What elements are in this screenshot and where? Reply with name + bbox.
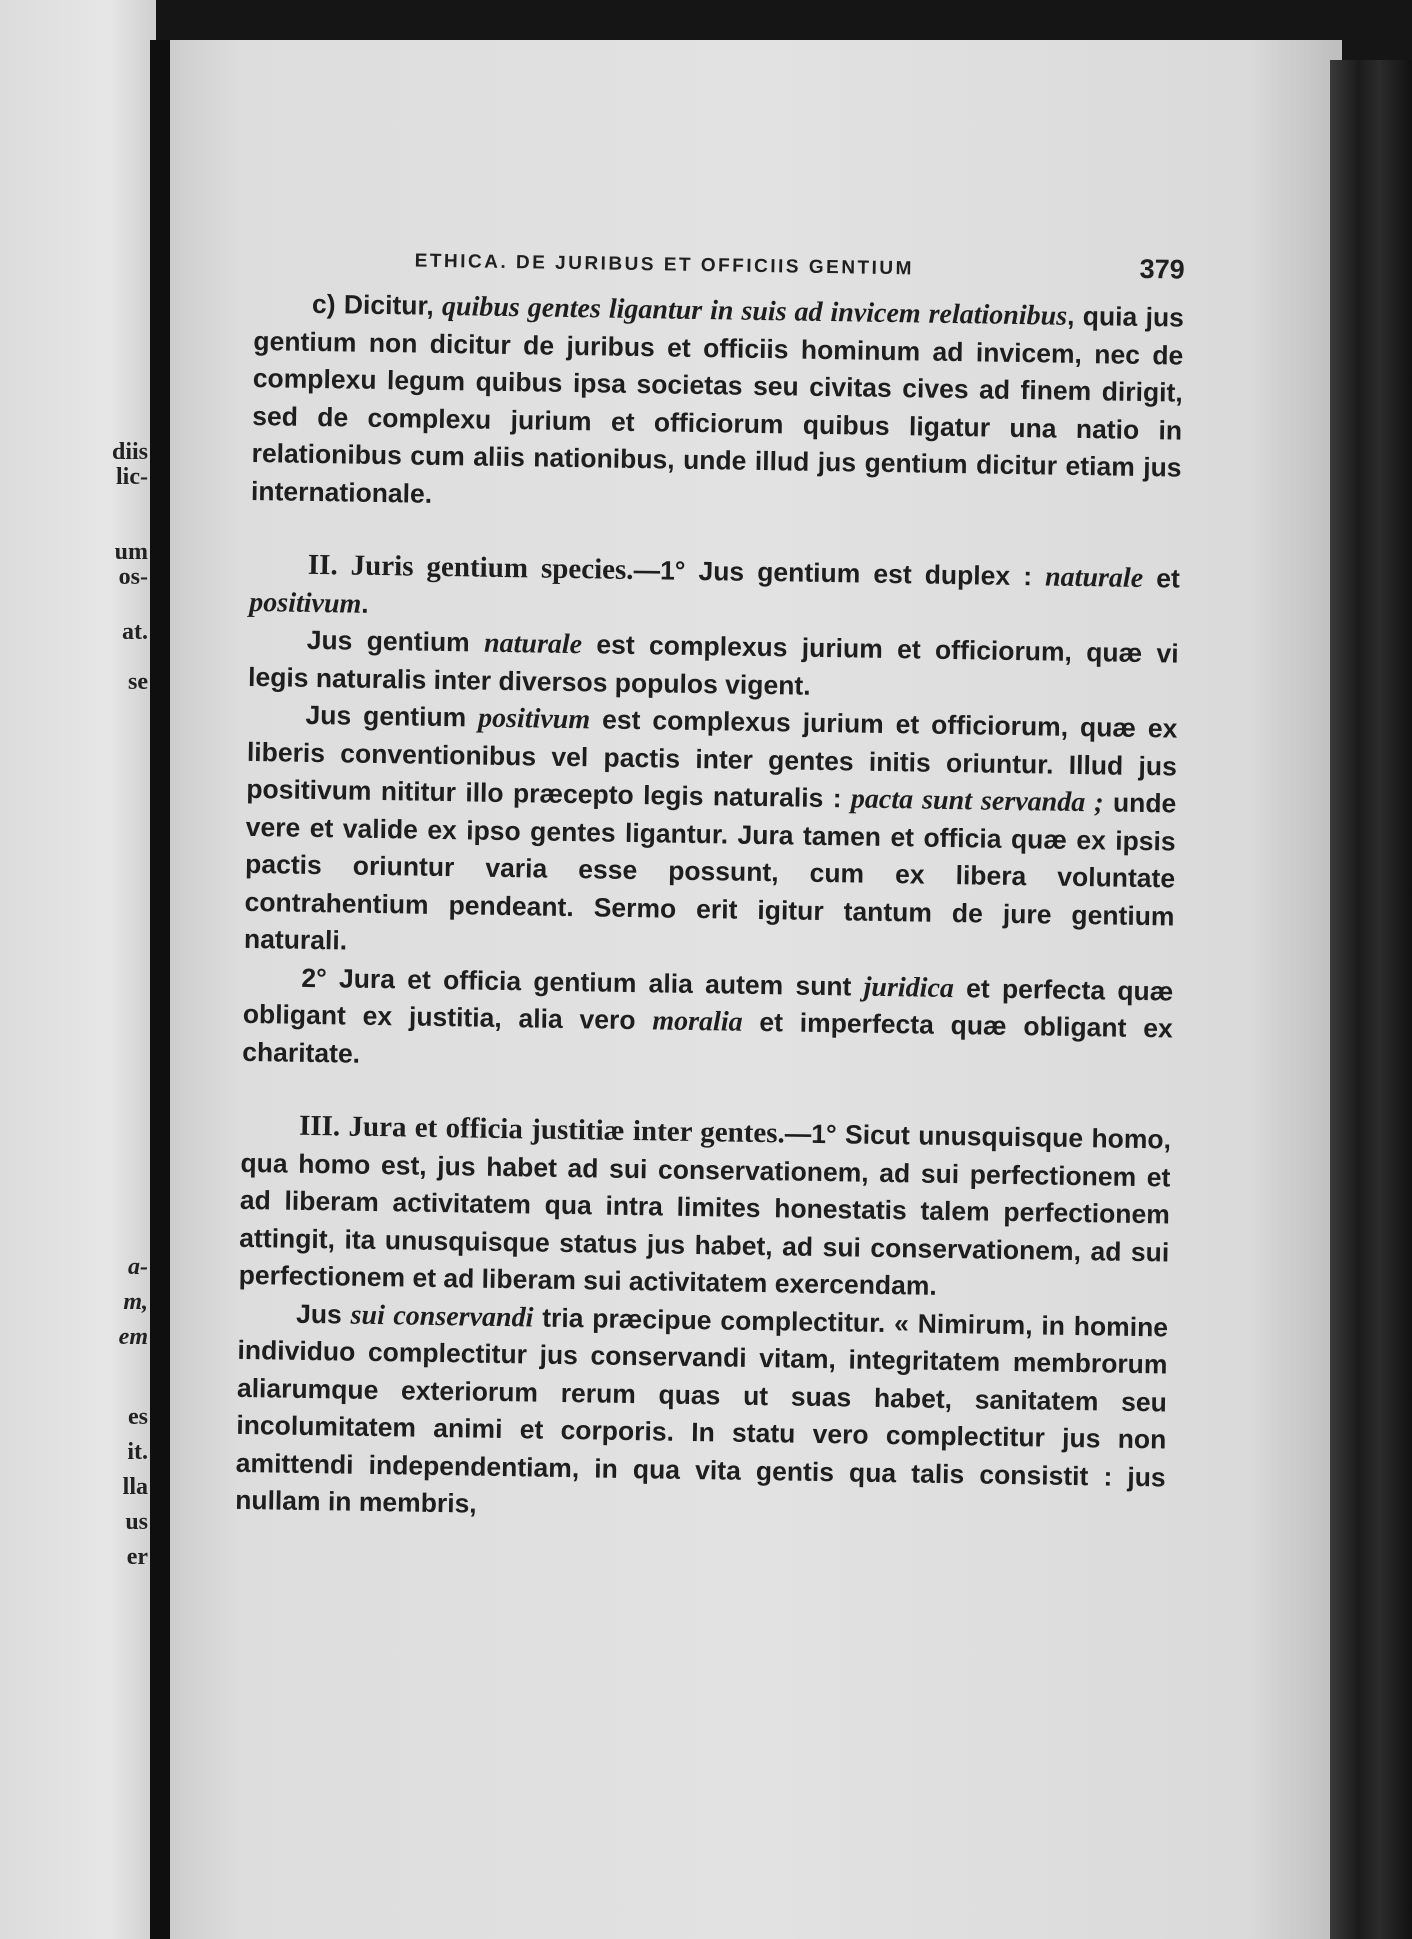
- paragraph-positivum-italic-1: positivum: [477, 702, 591, 736]
- paragraph-c: [251, 285, 1184, 525]
- paragraph-c-lead: c) Dicitur,: [311, 288, 443, 321]
- facing-page-fragment: at.: [122, 619, 148, 645]
- facing-page-fragment: diis: [111, 439, 148, 465]
- page-stack-edge: [1330, 60, 1412, 1939]
- facing-page: [0, 0, 156, 1939]
- facing-page-fragment: os-: [118, 564, 148, 590]
- paragraph-naturale-b: est complexus jurium et officiorum, quæ vi legis naturalis inter diversos populos vigent.: [247, 629, 1179, 701]
- facing-page-fragment: es: [128, 1404, 148, 1430]
- facing-page-fragment: us: [125, 1509, 148, 1535]
- section-3-heading: III. Jura et officia justitiæ inter gentes.: [298, 1109, 786, 1150]
- facing-page-fragment: lic-: [116, 464, 148, 490]
- section-2-conjunction: et: [1142, 562, 1181, 594]
- section-2-term-naturale: naturale: [1044, 561, 1144, 594]
- section-2-end: .: [361, 588, 369, 619]
- facing-page-fragment: m,: [123, 1289, 148, 1315]
- paragraph-positivum-a: Jus gentium: [305, 699, 479, 733]
- section-2-intro: —1° Jus gentium est duplex :: [633, 554, 1046, 592]
- paragraph-2-a: 2° Jura et officia gentium alia autem sunt: [301, 962, 864, 1002]
- facing-page-fragment: it.: [127, 1439, 148, 1465]
- paragraph-sui-conservandi: [235, 1294, 1168, 1534]
- page-number: 379: [1139, 253, 1185, 285]
- paragraph-2: [242, 958, 1174, 1085]
- paragraph-positivum-c: unde vere et valide ex ipso gentes ligantur. Jura tamen et officia quæ ex ipsis pactis oriuntur varia esse possunt, cum ex libera voluntate contrahentium pendeant. Sermo erit igitur tantum de jure gentium naturali.: [243, 787, 1177, 956]
- facing-page-fragment: um: [114, 539, 148, 565]
- facing-page-fragment: er: [126, 1544, 148, 1570]
- paragraph-positivum: [244, 696, 1178, 973]
- paragraph-naturale: [248, 621, 1179, 711]
- facing-page-fragment: em: [118, 1324, 148, 1350]
- paragraph-c-rest: , quia jus gentium non dicitur de juribus et officiis hominum ad invicem, nec de complexu legum quibus ipsa societas seu civitas cives ad finem dirigit, sed de complexu jurium et officiorum quibus ligatur una natio in relationibus cum aliis nationibus, unde illud jus gentium dicitur etiam jus internationale.: [250, 300, 1185, 509]
- book-gutter: [150, 40, 172, 1939]
- paragraph-positivum-b: est complexus jurium et officiorum, quæ ex liberis conventionibus vel pactis inter gentes initis oriuntur. Illud jus positivum nititur illo præcepto legis naturalis :: [246, 704, 1178, 814]
- running-title: ETHICA. DE JURIBUS ET OFFICIIS GENTIUM: [414, 250, 915, 280]
- facing-page-fragment: a-: [128, 1254, 148, 1280]
- section-2-paragraph: [249, 546, 1180, 636]
- paragraph-sui-b: tria præcipue complectitur. « Nimirum, in homine individuo complectitur jus conservandi vitam, integritatem membrorum aliarumque exteriorum rerum quas ut suas habet, sanitatem seu incolumitatem animi et corporis. In statu vero complectitur jus non amittendi independentiam, in qua vita gentis qua talis consistit : jus nullam in membris,: [234, 1302, 1169, 1519]
- paragraph-sui-italic: sui conservandi: [350, 1299, 534, 1334]
- paragraph-naturale-a: Jus gentium: [306, 624, 485, 658]
- section-3-paragraph: [238, 1107, 1171, 1309]
- section-2-heading: II. Juris gentium species.: [307, 548, 634, 586]
- paragraph-2-c: et imperfecta quæ obligant ex charitate.: [242, 1006, 1173, 1069]
- section-2-term-positivum: positivum: [249, 586, 362, 620]
- paragraph-sui-a: Jus: [295, 1298, 351, 1330]
- facing-page-fragment: lla: [122, 1474, 148, 1500]
- paragraph-naturale-italic: naturale: [483, 627, 583, 661]
- paragraph-2-italic-juridica: juridica: [863, 971, 955, 1004]
- paragraph-2-italic-moralia: moralia: [652, 1005, 743, 1038]
- paragraph-positivum-italic-2: pacta sunt servanda ;: [850, 783, 1104, 819]
- facing-page-fragment: se: [128, 669, 148, 695]
- paragraph-c-italic: quibus gentes ligantur in suis ad invicem relationibus: [441, 290, 1068, 332]
- paragraph-2-b: et perfecta quæ obligant ex justitia, alia vero: [242, 972, 1174, 1036]
- page-content: [235, 240, 1185, 1534]
- section-3-text: —1° Sicut unusquisque homo, qua homo est, jus habet ad sui conservationem, ad sui perfectionem et ad liberam activitatem qua intra limites honestatis talem perfectionem attingit, ita unusquisque status jus habet, ad sui conservationem, ad sui perfectionem et ad liberam sui activitatem exercendam.: [238, 1118, 1172, 1301]
